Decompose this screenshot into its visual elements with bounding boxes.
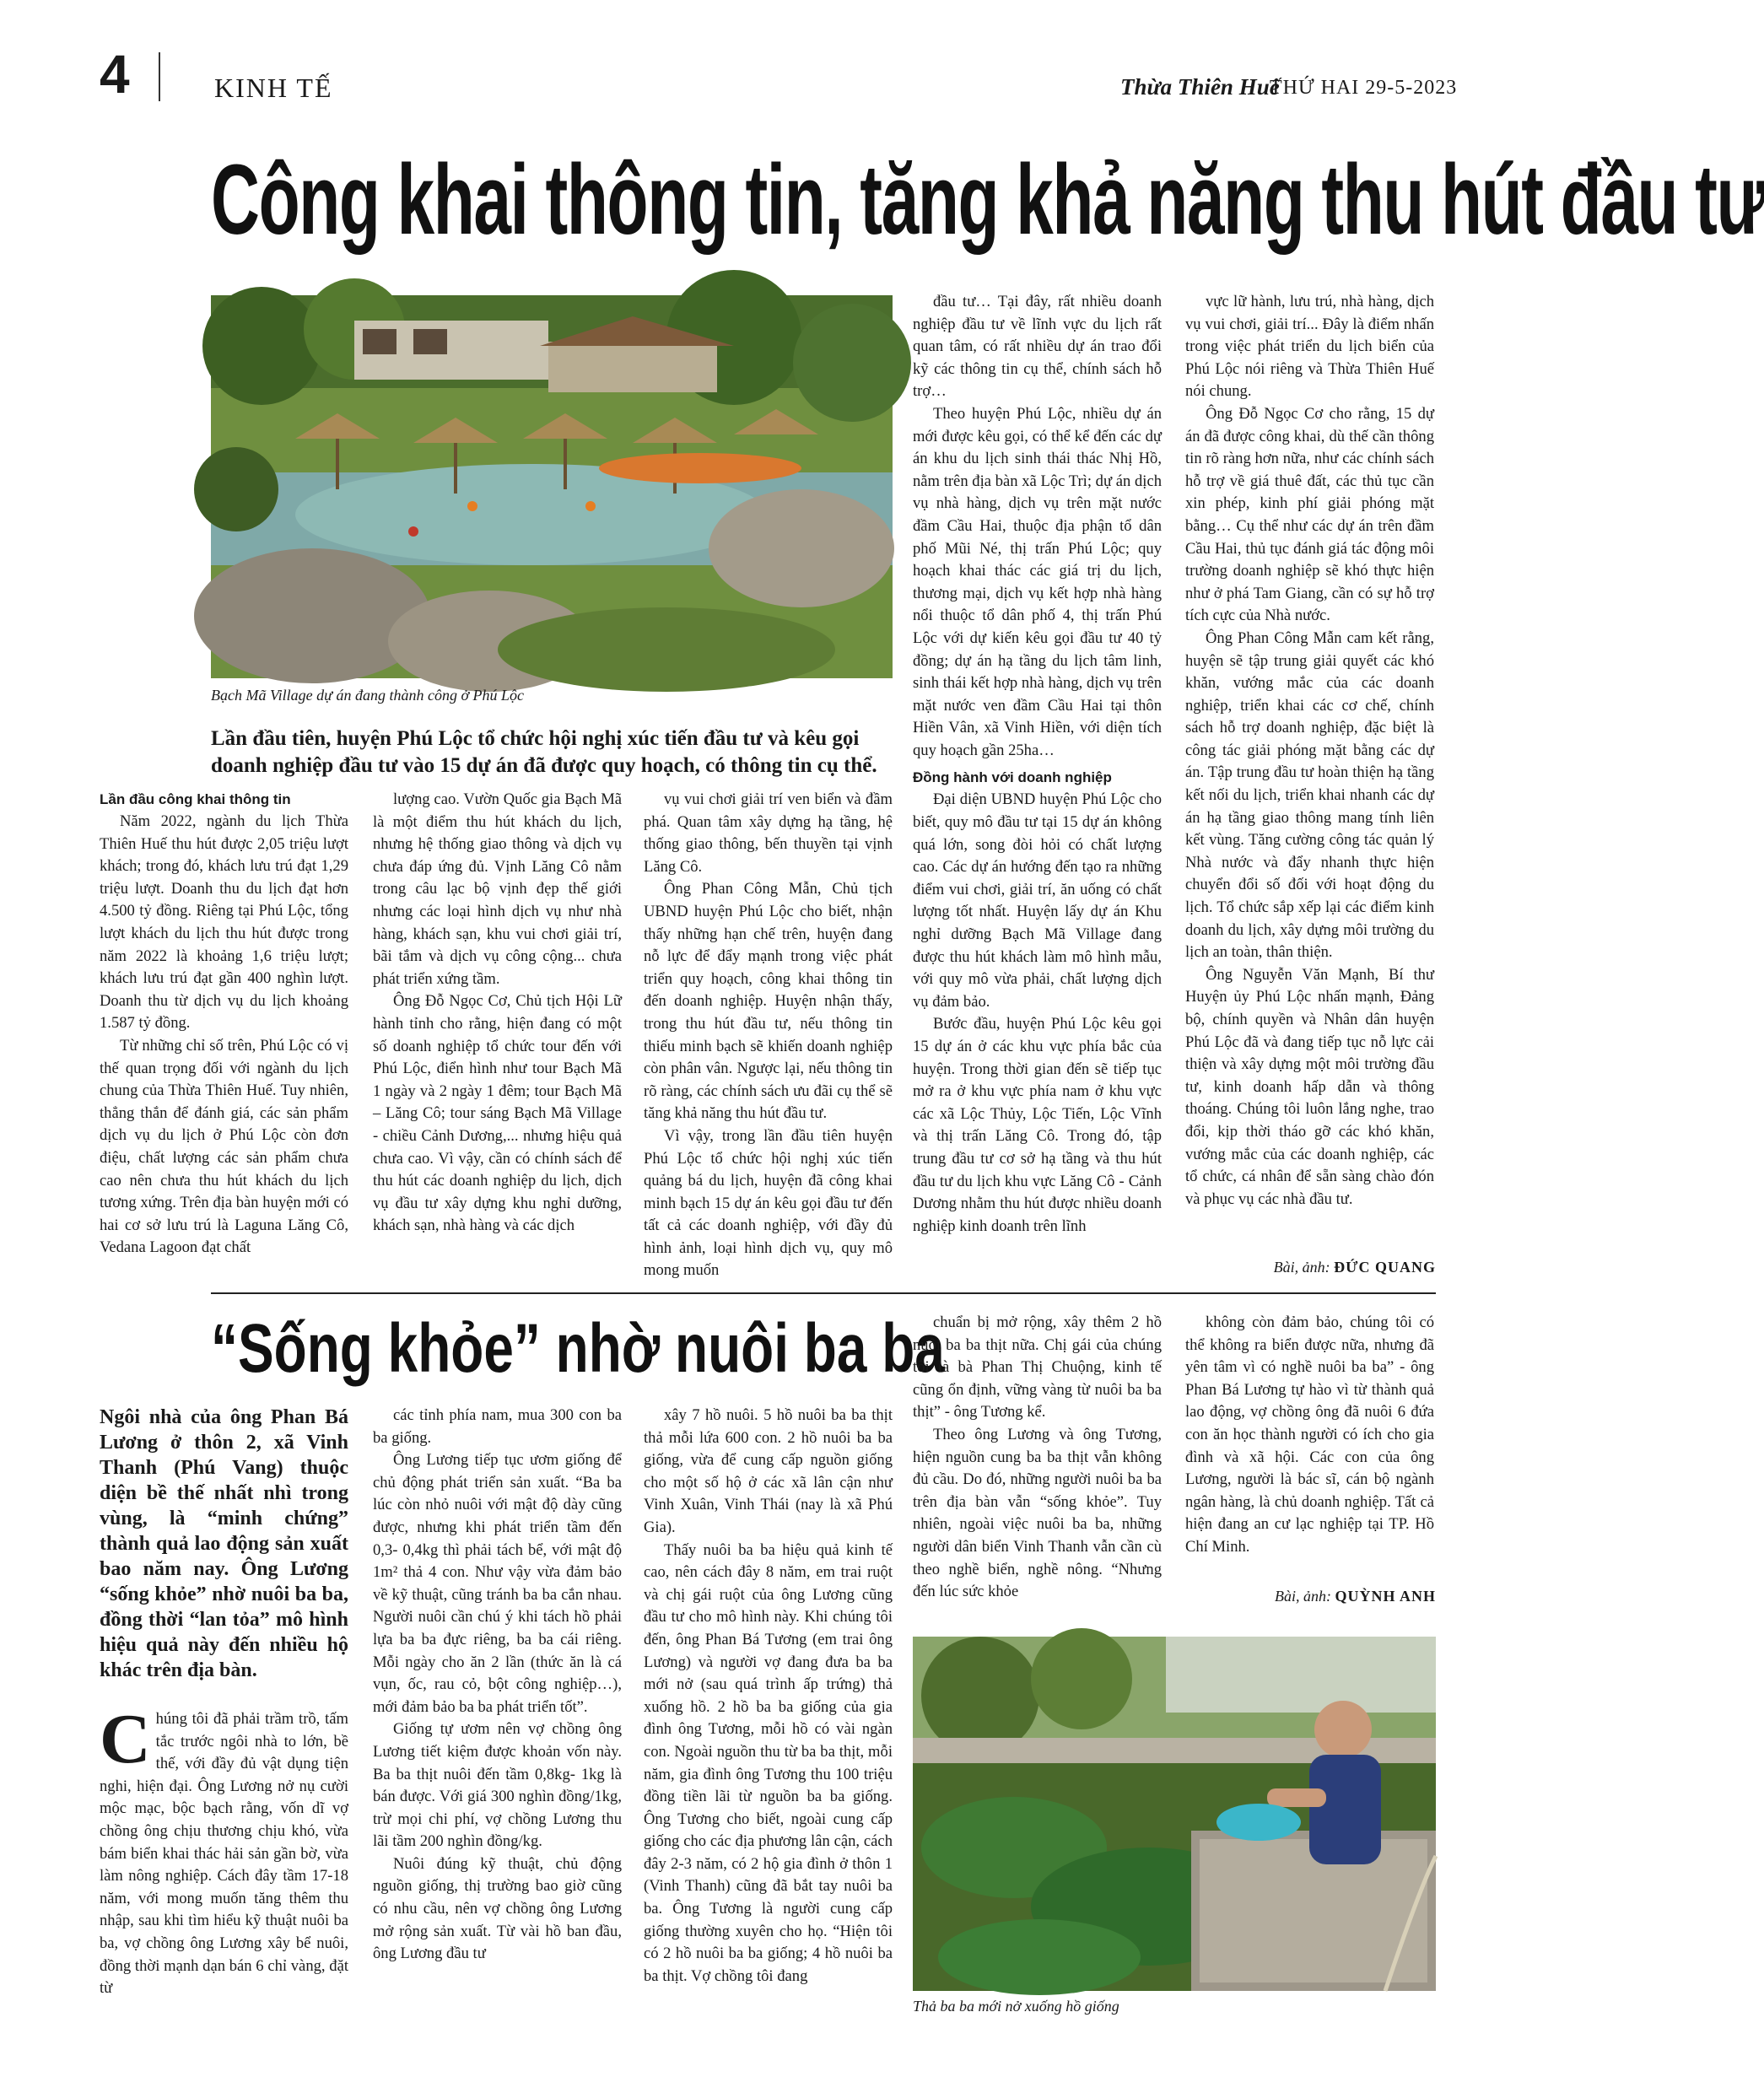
article2-text-5 [1185,1312,1434,1559]
article1-photo [211,295,893,678]
article1-text-4b [913,789,1162,1238]
article2-column-5 [1185,1312,1434,1559]
article2-byline-name: QUỲNH ANH [1335,1588,1436,1605]
article2-byline [1185,1588,1436,1605]
paragraph: Theo huyện Phú Lộc, nhiều dự án mới được kêu gọi, có thể kể đến các dự án khu du lịch sinh thái thác Nhị Hồ, nằm trên địa bàn xã Lộc Trì; dự án dịch vụ nhà hàng, dịch vụ trên mặt nước đầm Cầu Hai, thuộc địa phận tổ dân phố Mũi Né, thị trấn Phú Lộc; quy hoạch khai thác các giá trị du lịch, thương mại, dịch vụ kết hợp nhà hàng nổi thuộc tổ dân phố 4, thị trấn Phú Lộc với dự kiến kêu gọi đầu tư 40 tỷ đồng; dự án hạ tầng du lịch tâm linh, sinh thái kết hợp nhà hàng, dịch vụ trên mặt nước ven đầm Cầu Hai tại thôn Hiền Vân, xã Vinh Hiền, với diện tích quy hoạch gần 25ha… [913,404,1162,759]
article2-column-1 [100,1700,348,2000]
article1-column-1 [100,789,348,1260]
article2-text-2 [373,1405,622,1966]
article2-drop-cap: C [100,1700,151,1778]
article2-text-4 [913,1312,1162,1604]
article1-subhead-1: Lần đầu công khai thông tin [100,791,291,807]
paragraph: Ông Phan Công Mẫn cam kết rằng, huyện sẽ tập trung giải quyết các khó khăn, vướng mắc của các doanh nghiệp, triển khai các cơ chế, chính sách hỗ trợ doanh nghiệp, đặc biệt là công tác giải phóng mặt bằng các dự án. Tập trung đầu tư hoàn thiện hạ tầng kết nối du lịch, triển khai nhanh các dự án hạ tầng giao thông mang tính liên kết vùng. Tăng cường công tác quản lý Nhà nước và đẩy nhanh thực hiện chuyển đổi số đối với hoạt động du lịch. Tổ chức sắp xếp lại các điểm kinh doanh du lịch, xây dựng môi trường du lịch an toàn, thân thiện. [1185,628,1434,962]
article1-byline-label: Bài, ảnh: [1273,1259,1330,1276]
article1-column-5 [1185,291,1434,1211]
paragraph: lượng cao. Vườn Quốc gia Bạch Mã là một điểm thu hút khách du lịch, nhưng hệ thống giao thông và dịch vụ chưa đáp ứng đủ. Vịnh Lăng Cô nằm trong câu lạc bộ vịnh đẹp thế giới nhưng các loại hình dịch vụ như nhà hàng, khách sạn, khu vui chơi giải trí, bãi tắm và dịch vụ công cộng... chưa phát triển xứng tầm. [373,790,622,988]
article1-text-2 [373,789,622,1238]
article2-byline-label: Bài, ảnh: [1274,1588,1331,1605]
paragraph: chuẩn bị mở rộng, xây thêm 2 hồ nuôi ba ba thịt nữa. Chị gái của chúng tôi là bà Phan Thị Chuộng, kinh tế cũng ổn định, vững vàng từ nuôi ba ba thịt” - ông Tương kể. [913,1314,1162,1421]
paragraph: Giống tự ươm nên vợ chồng ông Lương tiết kiệm được khoản vốn này. Ba ba thịt nuôi đến tầm 0,8kg- 1kg là bán được. Với giá 300 nghìn đồng/1kg, trừ mọi chi phí, vợ chồng Lương thu lãi tầm 200 nghìn đồng/kg. [373,1720,622,1851]
section-title: KINH TẾ [214,73,333,103]
paragraph: Thấy nuôi ba ba hiệu quả kinh tế cao, nên cách đây 8 năm, em trai ruột và chị gái ruột của ông Lương cũng đầu tư cho mô hình này. Khi chúng tôi đến, ông Phan Bá Tương (em trai ông Lương) và người vợ đang đưa ba ba mới nở (sau quá trình ấp trứng) thả xuống hồ. 2 hồ ba ba giống của gia đình ông Tương, mỗi hồ có vài ngàn con. Ngoài nguồn thu từ ba ba thịt, mỗi năm, gia đình ông Tương thu 100 triệu đồng tiền lãi từ nguồn ba ba giống. Ông Tương cho biết, ngoài cung cấp giống cho các địa phương lân cận, cách đây 2-3 năm, có 2 hộ gia đình ở thôn 1 (Vinh Thanh) cũng đã bắt tay nuôi ba ba. Ông Tương là người cung cấp giống thường xuyên cho họ. “Hiện tôi có 2 hồ nuôi ba ba giống; 4 hồ nuôi ba ba thịt. Vợ chồng tôi đang [644,1540,893,1985]
article2-photo-caption: Thả ba ba mới nở xuống hồ giống [913,1998,1119,2015]
paragraph: Theo ông Lương và ông Tương, hiện nguồn cung ba ba thịt vẫn không đủ cầu. Do đó, những người nuôi ba ba trên địa bàn vẫn “sống khỏe”. Tuy nhiên, ngoài việc nuôi ba ba, những người dân biển Vinh Thanh vẫn cần cù theo nghề biển, nghề nông. “Nhưng đến lúc sức khỏe [913,1425,1162,1601]
paragraph: Ông Phan Công Mẫn, Chủ tịch UBND huyện Phú Lộc cho biết, nhận thấy những hạn chế trên, huyện đang nỗ lực để đẩy mạnh trong việc phát triển quy hoạch, công khai thông tin đến doanh nghiệp. Huyện nhận thấy, trong thu hút đầu tư, nếu thông tin thiếu minh bạch sẽ khiến doanh nghiệp còn phân vân. Ngược lại, nếu thông tin rõ ràng, các chính sách ưu đãi cụ thể sẽ tăng khả năng thu hút đầu tư. [644,880,893,1123]
article2-column-4 [913,1312,1162,1604]
page-number: 4 [100,44,130,105]
article2-column-3 [644,1405,893,1988]
paragraph: Ông Đỗ Ngọc Cơ, Chủ tịch Hội Lữ hành tỉnh cho rằng, hiện đang có một số doanh nghiệp tổ chức tour đến với Phú Lộc, điển hình như tour Bạch Mã 1 ngày và 2 ngày 1 đêm; tour Bạch Mã – Lăng Cô; tour sáng Bạch Mã Village - chiều Cảnh Dương,... nhưng hiệu quả chưa cao. Vì vậy, cần có chính sách để thu hút các doanh nghiệp du lịch, dịch vụ đầu tư xây dựng khu nghỉ dưỡng, khách sạn, nhà hàng và các dịch [373,992,622,1235]
article1-subhead-2: Đồng hành với doanh nghiệp [913,769,1112,786]
article1-byline [1185,1259,1436,1276]
paragraph: các tỉnh phía nam, mua 300 con ba ba giống. [373,1406,622,1447]
paragraph: Năm 2022, ngành du lịch Thừa Thiên Huế thu hút được 2,05 triệu lượt khách; trong đó, khách lưu trú đạt 1,29 triệu lượt. Doanh thu du lịch đạt hơn 4.500 tỷ đồng. Riêng tại Phú Lộc, tổng lượt khách du lịch thu hút được trong năm 2022 là khoảng 1,6 triệu lượt; khách lưu trú đạt gần 400 nghìn lượt. Doanh thu từ dịch vụ du lịch khoảng 1.587 tỷ đồng. [100,812,348,1033]
article2-photo [913,1637,1436,1991]
article2-lead: Ngôi nhà của ông Phan Bá Lương ở thôn 2, xã Vinh Thanh (Phú Vang) thuộc diện bề thế nhất nhì trong vùng, là “minh chứng” thành quả lao động sản xuất bao năm nay. Ông Lương “sống khỏe” nhờ nuôi ba ba, đồng thời “lan tỏa” mô hình hiệu quả này đến nhiều hộ khác trên địa bàn. [100,1406,348,1681]
header-divider [159,52,160,101]
article1-byline-name: ĐỨC QUANG [1334,1259,1436,1276]
article1-column-4 [913,291,1162,1238]
article2-headline: “Sống khỏe” nhờ nuôi ba ba [211,1310,945,1387]
paragraph: Đại diện UBND huyện Phú Lộc cho biết, quy mô đầu tư tại 15 dự án không quá lớn, song đòi hỏi có chất lượng cao. Các dự án hướng đến tạo ra những điểm vui chơi, giải trí, ăn uống có chất lượng tốt nhất. Huyện lấy dự án Khu nghỉ dưỡng Bạch Mã Village đang được thu hút khách làm mô hình mẫu, với quy mô vừa phải, chất lượng dịch vụ đảm bảo. [913,790,1162,1011]
paragraph: đầu tư… Tại đây, rất nhiều doanh nghiệp đầu tư về lĩnh vực du lịch rất quan tâm, có rất nhiều dự án trao đổi kỹ các thông tin cụ thể, chính sách hỗ trợ… [913,293,1162,401]
article1-text-3 [644,789,893,1282]
issue-date: THỨ HAI 29-5-2023 [1270,77,1458,99]
paragraph: vực lữ hành, lưu trú, nhà hàng, dịch vụ vui chơi, giải trí... Đây là điểm nhấn trong việc phát triển du lịch biển của Phú Lộc nói riêng và Thừa Thiên Huế nói chung. [1185,293,1434,401]
paragraph: Ông Đỗ Ngọc Cơ cho rằng, 15 dự án đã được công khai, dù thế cần thông tin rõ ràng hơn nữa, như các chính sách hỗ trợ về giá thuê đất, các thủ tục cần xin phép, kinh phí giải phóng mặt bằng… Cụ thể như các dự án trên đầm Cầu Hai, thủ tục đánh giá tác động môi trường doanh nghiệp sẽ khó thực hiện như ở phá Tam Giang, cần có sự hỗ trợ tích cực của Nhà nước. [1185,404,1434,625]
newspaper-name: Thừa Thiên Huế [1120,74,1280,100]
paragraph: vụ vui chơi giải trí ven biển và đầm phá. Quan tâm xây dựng hạ tầng, hệ thống giao thông, bến thuyền tại vịnh Lăng Cô. [644,790,893,876]
article-divider [211,1292,1436,1294]
article2-text-1: húng tôi đã phải trầm trồ, tấm tắc trước ngôi nhà to lớn, bề thế, với đầy đủ vật dụng tiện nghi, hiện đại. Ông Lương nở nụ cười mộc mạc, bộc bạch rằng, vốn dĩ vợ chồng ông chịu thương chịu khó, vừa bám biển khai thác hải sản gần bờ, vừa làm nông nghiệp. Cách đây tầm 17-18 năm, với mong muốn tăng thêm thu nhập, sau khi tìm hiểu kỹ thuật nuôi ba ba, vợ chồng ông Lương xây bể nuôi, đồng thời mạnh dạn bán 6 chỉ vàng, đặt từ [100,1710,348,1998]
paragraph: Vì vậy, trong lần đầu tiên huyện Phú Lộc tổ chức hội nghị xúc tiến quảng bá du lịch, huyện đã công khai minh bạch 15 dự án kêu gọi đầu tư đến tất cả các doanh nghiệp, với đầy đủ hình ảnh, loại hình dịch vụ, quy mô mong muốn [644,1126,893,1280]
paragraph: Ông Lương tiếp tục ươm giống để chủ động phát triển sản xuất. “Ba ba lúc còn nhỏ nuôi với mật độ dày cũng được, nhưng khi phát triển tầm đến 0,3- 0,4kg thì phải tách bể, với mật độ 1m² thả 4 con. Như vậy vừa đảm bảo về kỹ thuật, cũng tránh ba ba cắn nhau. Người nuôi cần chú ý khi tách hồ phải lựa ba ba đực riêng, ba ba cái riêng. Mỗi ngày cho ăn 2 lần (thức ăn là cá vụn, ốc, rau cỏ, bột công nghiệp…), mới đảm bảo ba ba phát triển tốt”. [373,1451,622,1716]
article1-text-4 [913,291,1162,762]
article1-text-5 [1185,291,1434,1211]
article1-column-2 [373,789,622,1238]
article1-column-3 [644,789,893,1282]
paragraph: không còn đảm bảo, chúng tôi có thể không ra biển được nữa, nhưng đã yên tâm vì có nghề nuôi ba ba” - ông Phan Bá Lương tự hào vì từ thành quả lao động, vợ chồng ông đã nuôi 6 đứa con ăn học thành người có ích cho gia đình và xã hội. Các con của ông Lương, người là bác sĩ, cán bộ ngành ngân hàng, là chủ doanh nghiệp. Tất cả hiện đang an cư lạc nghiệp tại TP. Hồ Chí Minh. [1185,1314,1434,1556]
article1-dek: Lần đầu tiên, huyện Phú Lộc tổ chức hội nghị xúc tiến đầu tư và kêu gọi doanh nghiệp đầu tư vào 15 dự án đã được quy hoạch, có thông tin cụ thể. [211,727,877,777]
paragraph: Nuôi đúng kỹ thuật, chủ động nguồn giống, thị trường bao giờ cũng có nhu cầu, nên vợ chồng ông Lương mở rộng sản xuất. Từ vài hồ ban đầu, ông Lương đầu tư [373,1854,622,1963]
paragraph: Ông Nguyễn Văn Mạnh, Bí thư Huyện ủy Phú Lộc nhấn mạnh, Đảng bộ, chính quyền và Nhân dân huyện Phú Lộc đã và đang tiếp tục nỗ lực cải thiện và xây dựng một môi trường đầu tư, kinh doanh hấp dẫn và thông thoáng. Chúng tôi luôn lắng nghe, trao đổi, kịp thời tháo gỡ các khó khăn, vướng mắc của các doanh nghiệp, các tổ chức, cá nhân để sẵn sàng chào đón và phục vụ các nhà đầu tư. [1185,965,1434,1208]
article1-text-1 [100,811,348,1260]
paragraph: Bước đầu, huyện Phú Lộc kêu gọi 15 dự án ở các khu vực phía bắc của huyện. Trong thời gian đến sẽ tiếp tục mở ra ở khu vực phía nam ở khu vực các xã Lộc Thủy, Lộc Tiến, Lộc Vĩnh và thị trấn Lăng Cô. Trong đó, tập trung đầu tư cơ sở hạ tầng và thu hút đầu tư du lịch khu vực Lăng Cô - Cảnh Dương nhằm thu hút được nhiều doanh nghiệp kinh doanh trên lĩnh [913,1015,1162,1235]
paragraph: xây 7 hồ nuôi. 5 hồ nuôi ba ba thịt thả mỗi lứa 600 con. 2 hồ nuôi ba ba giống, vừa để cung cấp nguồn giống cho một số hộ ở các xã lân cận như Vinh Xuân, Vinh Thái (nay là xã Phú Gia). [644,1406,893,1536]
paragraph: Từ những chỉ số trên, Phú Lộc có vị thế quan trọng đối với ngành du lịch chung của Thừa Thiên Huế. Tuy nhiên, thẳng thắn để đánh giá, các sản phẩm dịch vụ du lịch ở Phú Lộc còn đơn điệu, chất lượng các sản phẩm chưa cao nên chưa thu hút khách du lịch tương xứng. Trên địa bàn huyện mới có hai cơ sở lưu trú là Laguna Lăng Cô, Vedana Lagoon đạt chất [100,1036,348,1257]
article2-column-2 [373,1405,622,1966]
article1-headline: Công khai thông tin, tăng khả năng thu hút đầu tư [211,144,1764,256]
article1-photo-caption: Bạch Mã Village dự án đang thành công ở Phú Lộc [211,687,525,704]
article2-text-3 [644,1405,893,1988]
